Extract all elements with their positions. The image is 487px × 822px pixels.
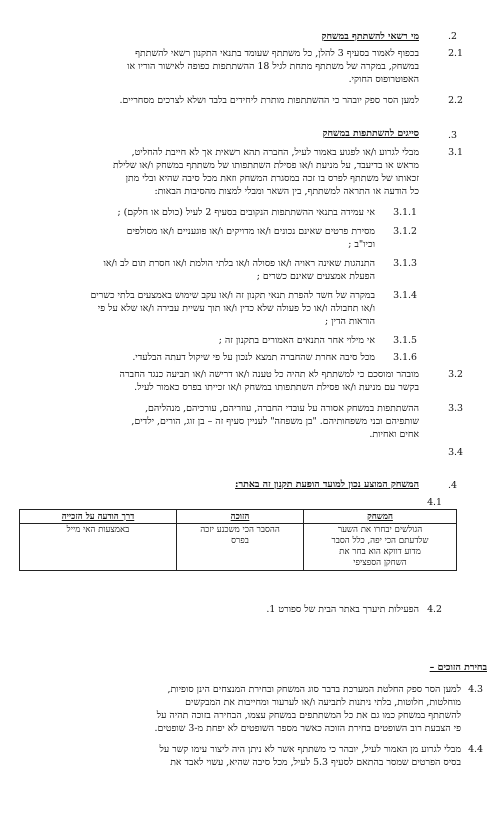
table-header-row	[20, 510, 457, 524]
subclause-line: מכל סיבה אחרת שהחברה תמצא לנכון על פי שיקול דעתה הבלעדי.	[132, 352, 375, 363]
cell-line: באמצעות האי מייל	[66, 525, 130, 535]
subclause-number: 3.1.1	[393, 207, 417, 218]
clause-line: בסיס הפרטים שמסר בהתאם לסעיף 5.3 לעיל, מכל סיבה שהיא, עשוי לאבד את	[170, 757, 461, 768]
clause-number: 4.3	[468, 684, 483, 695]
subclause-line: במקרה של חשד להפרת תנאי תקנון זה ו/או עקב שימוש באמצעים בלתי כשרים	[90, 290, 375, 301]
clause-number: 4.1	[427, 497, 442, 508]
clause-line: אחים ואחיות.	[369, 429, 419, 440]
clause-line: מבלי לגרוע ו/או לפגוע באמור לעיל, החברה תהא רשאית אך לא חייבת להחליט,	[131, 147, 419, 158]
subclause-line: ו/או תחבולה ו/או כל פעולה שלא כדין ו/או תוך עשיית עבירה ו/או שלא על פי	[97, 303, 375, 314]
subclause-line: אי עמידה בתנאי ההשתתפות הנקובים בסעיף 2 לעיל (כולם או חלקם) ;	[117, 207, 375, 218]
table-header: דרך הודעה על הזכייה	[20, 510, 177, 524]
clause-line: שותפיהם ובני משפחותיהם. "בן משפחה" לעניין סעיף זה – בן זוג, הורים, ילדים,	[131, 416, 419, 427]
table-header: המשחק	[304, 510, 457, 524]
clause-line: להשתתף במשחק כמו גם את כל המשתתפים במשחק עצמו, הבחירה בזוכה תהיה על	[156, 710, 461, 721]
subclause-line: התנהגות שאינה ראויה ו/או פסולה ו/או בלתי הולמת ו/או חסרת תום לב ו/או	[103, 258, 375, 269]
section-number: 4.	[448, 480, 457, 491]
clause-number: 3.1	[448, 147, 463, 158]
clause-line: בקשר עם מניעת ו/או פסילת השתתפותו במשחק ו/או זכייתו בפרס כאמור לעיל.	[134, 382, 419, 393]
cell-line: שלדעתם הכי יפה, כלל הסבר	[331, 536, 429, 546]
section-title: המשחק המוצע נכון למועד הופעת תקנון זה באתר:	[235, 479, 419, 490]
subclause-line: הוראות הדין ;	[324, 316, 375, 327]
cell-line: ההסבר הכי משכנע יזכה	[200, 525, 280, 535]
clause-line: פי הצבעת רוב השופטים בחירת הזוכה כאשר מספר השופטים לא יפחת מ-3 שופטים.	[154, 723, 461, 734]
clause-line: מבלי לגרוע מן האמור לעיל, יובהר כי משתתף אשר לא ניתן היה ליצור עימו קשר על	[159, 744, 461, 755]
section-title: סייגים להשתתפות במשחק	[322, 128, 419, 139]
table-cell-game	[304, 524, 457, 571]
clause-line: ההשתתפות במשחק אסורה על עובדי החברה, עוזריהם, עורכיהם, מנהליהם,	[145, 403, 419, 414]
clause-line: בכפוף לאמור בסעיף 3 להלן, כל משתתף שעומד בתנאי התקנון רשאי להשתתף	[135, 48, 419, 59]
clause-number: 3.3	[448, 403, 463, 414]
cell-line: הגולשים יבחרו את השער	[337, 525, 423, 535]
table-row	[20, 524, 457, 571]
clause-number: 3.4	[448, 447, 463, 458]
subsection-title: בחירת הזוכים –	[429, 662, 487, 673]
section-title: מי רשאי להשתתף במשחק	[321, 31, 419, 42]
subclause-number: 3.1.6	[393, 352, 417, 363]
clause-line: מראש או בדיעבד, על מניעת ו/או פסילת השתתפותו של משתתף במשחק ו/או שלילת	[112, 160, 419, 171]
clause-line: במשחק, במקרה של משתתף מתחת לגיל 18 ההשתתפות כפופה לאישור הוריו או	[127, 61, 419, 72]
clause-number: 2.1	[448, 48, 463, 59]
clause-line: למען הסר ספק יובהר כי ההשתתפות מותרת ליחידים בלבד ושלא לצרכים מסחריים.	[119, 95, 419, 106]
subclause-line: הפעלת אמצעים שאינם כשרים ;	[256, 271, 375, 282]
games-table	[19, 509, 457, 571]
cell-line: בפרס	[231, 536, 249, 546]
section-number: 2.	[448, 31, 457, 42]
subclause-line: וכיו"ב ;	[348, 239, 375, 250]
clause-number: 4.2	[427, 604, 442, 615]
clause-line: מובהר ומוסכם כי למשתתף לא תהיה כל טענה ו/או דרישה ו/או תביעה כנגד החברה	[119, 369, 419, 380]
section-number: 3.	[448, 130, 457, 141]
clause-number: 3.2	[448, 369, 463, 380]
subclause-line: מסירת פרטים שאינם נכונים ו/או מדויקים ו/או פוגעניים ו/או מסולפים	[126, 226, 375, 237]
clause-number: 4.4	[468, 744, 483, 755]
cell-line: השחקן הספציפי	[353, 558, 407, 568]
table-cell-notification	[20, 524, 177, 571]
table-header: הזוכה	[177, 510, 304, 524]
subclause-number: 3.1.2	[393, 226, 417, 237]
clause-line: האפוטרופוס החוקי.	[348, 74, 419, 85]
clause-line: הפעילות תיערך באתר הבית של ספורט 1.	[266, 604, 419, 615]
clause-line: כל הודעה או התראה למשתתף, בין השאר ומבלי למצות מהסיבות הבאות:	[154, 186, 419, 197]
subclause-number: 3.1.3	[393, 258, 417, 269]
cell-line: מדוע דווקא הוא בחר את	[339, 547, 421, 557]
subclause-number: 3.1.4	[393, 290, 417, 301]
clause-number: 2.2	[448, 95, 463, 106]
clause-line: זכאותו של משתתף לפרס בו זכה במסגרת המשחק וזאת מכל סיבה שהיא ובלי מתן	[125, 173, 419, 184]
clause-line: מוחלטות, חלוטות, בלתי ניתנות לתביעה ו/או לערעור ומחייבות את המבקשים	[185, 697, 461, 708]
table-cell-winner	[177, 524, 304, 571]
subclause-line: אי מילוי אחר התנאים האמורים בתקנון זה ;	[218, 335, 375, 346]
clause-line: למען הסר ספק החלטת המערכת בדבר סוג המשחק ובחירת המנצחים הינן סופיות,	[167, 684, 461, 695]
subclause-number: 3.1.5	[393, 335, 417, 346]
